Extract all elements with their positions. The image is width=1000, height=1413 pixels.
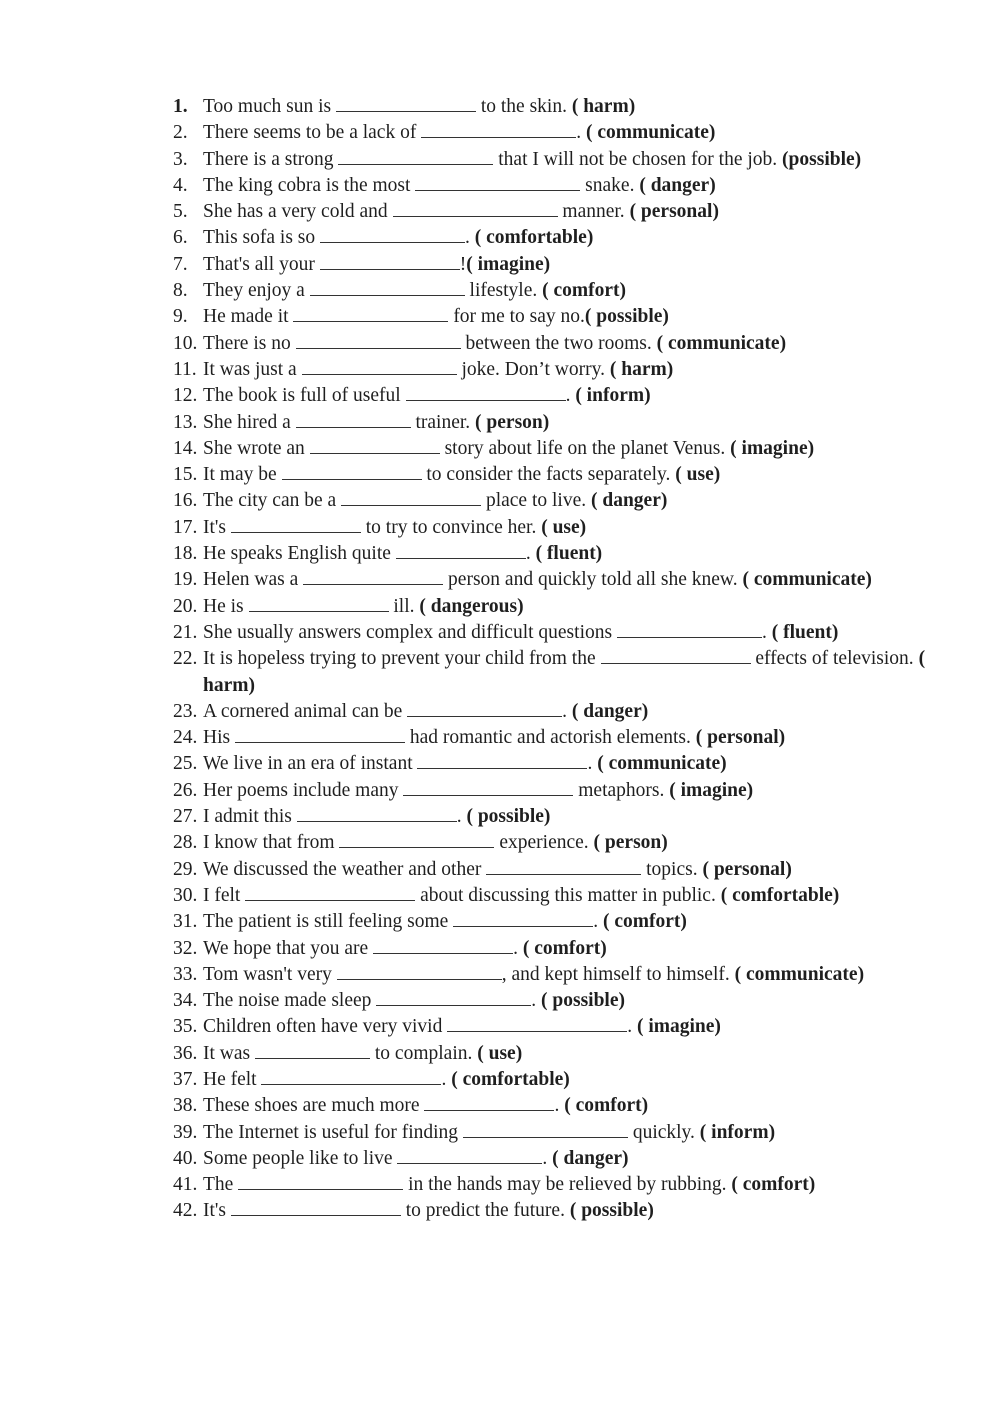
answer-blank[interactable]: [231, 1199, 401, 1216]
word-hint: ( communicate): [742, 569, 872, 591]
exercise-item: [173, 1198, 933, 1224]
word-hint: ( harm): [571, 96, 636, 117]
exercise-item: [173, 436, 933, 462]
item-number: 30.: [173, 884, 198, 906]
answer-blank[interactable]: [245, 884, 415, 901]
exercise-item: [173, 199, 933, 225]
sentence-end: .: [513, 937, 523, 959]
answer-blank[interactable]: [282, 463, 422, 480]
sentence-end: person and quickly told all she knew.: [443, 569, 743, 591]
word-hint: ( possible): [569, 1200, 654, 1222]
item-number: 29.: [173, 858, 198, 880]
sentence-end: joke. Don’t worry.: [456, 358, 610, 380]
answer-blank[interactable]: [249, 595, 389, 612]
word-hint: ( inform): [699, 1121, 776, 1143]
word-hint: ( person): [593, 832, 668, 854]
sentence-start: I felt: [203, 884, 246, 906]
word-hint: ( comfort): [542, 280, 627, 302]
word-hint: ( inform): [575, 385, 651, 407]
item-number: 2.: [173, 122, 188, 144]
sentence-start: The noise made sleep: [203, 990, 377, 1012]
item-number: 8.: [173, 280, 188, 302]
item-number: 24.: [173, 727, 198, 749]
item-number: 41.: [173, 1174, 198, 1196]
sentence-end: ill.: [388, 595, 420, 617]
word-hint: ( communicate): [597, 753, 727, 775]
word-hint: ( imagine): [466, 253, 551, 275]
word-hint: ( personal): [629, 201, 719, 223]
answer-blank[interactable]: [424, 1094, 554, 1111]
sentence-start: Too much sun is: [203, 96, 336, 117]
sentence-end: topics.: [641, 858, 703, 880]
sentence-end: metaphors.: [573, 779, 670, 801]
item-number: 9.: [173, 306, 188, 328]
sentence-end: quickly.: [627, 1121, 700, 1143]
sentence-start: There is no: [203, 332, 296, 354]
answer-blank[interactable]: [453, 910, 593, 927]
sentence-end: in the hands may be relieved by rubbing.: [403, 1174, 732, 1196]
item-number: 31.: [173, 911, 198, 933]
item-number: 36.: [173, 1042, 198, 1064]
exercise-item: [173, 857, 933, 883]
item-number: 26.: [173, 779, 198, 801]
sentence-end: to complain.: [370, 1042, 478, 1064]
word-hint: ( imagine): [669, 779, 754, 801]
sentence-end: that I will not be chosen for the job.: [493, 148, 783, 170]
exercise-item: [173, 488, 933, 514]
item-number: 25.: [173, 753, 198, 775]
sentence-end: experience.: [494, 832, 594, 854]
sentence-start: He speaks English quite: [203, 543, 396, 565]
answer-blank[interactable]: [403, 779, 573, 796]
exercise-item: [173, 804, 933, 830]
exercise-item: [173, 541, 933, 567]
word-hint: ( imagine): [636, 1016, 721, 1038]
exercise-item: [173, 909, 933, 935]
item-number: 10.: [173, 332, 198, 354]
word-hint: ( person): [475, 411, 550, 433]
answer-blank[interactable]: [417, 752, 587, 769]
sentence-end: to consider the facts separately.: [421, 464, 676, 486]
answer-blank[interactable]: [235, 726, 405, 743]
answer-blank[interactable]: [373, 937, 513, 954]
sentence-start: We discussed the weather and other: [203, 858, 487, 880]
exercise-item: [173, 988, 933, 1014]
sentence-start: It is hopeless trying to prevent your child from the: [203, 648, 601, 670]
item-number: 11.: [173, 358, 197, 380]
sentence-start: These shoes are much more: [203, 1095, 425, 1117]
sentence-start: There seems to be a lack of: [203, 122, 422, 144]
sentence-start: She hired a: [203, 411, 296, 433]
sentence-end: .: [542, 1147, 553, 1169]
word-hint: ( comfortable): [474, 227, 594, 249]
word-hint: ( personal): [695, 727, 786, 749]
word-hint: ( danger): [590, 490, 668, 512]
word-hint: ( imagine): [730, 437, 815, 459]
sentence-end: to try to convince her.: [360, 516, 542, 538]
word-hint: ( communicate): [656, 332, 787, 354]
sentence-end: .: [761, 621, 772, 643]
sentence-start: She usually answers complex and difficult questions: [203, 621, 617, 643]
sentence-start: That's all your: [203, 253, 320, 275]
word-hint: ( comfortable): [451, 1068, 570, 1090]
exercise-item: [173, 567, 933, 593]
item-number: 39.: [173, 1121, 198, 1143]
answer-blank[interactable]: [320, 253, 460, 270]
answer-blank[interactable]: [238, 1173, 403, 1190]
word-hint: ( possible): [584, 306, 669, 328]
word-hint: ( use): [675, 464, 721, 486]
sentence-start: It was: [203, 1042, 255, 1064]
sentence-start: She wrote an: [203, 437, 310, 459]
item-number: 6.: [173, 227, 188, 249]
word-hint: ( danger): [639, 174, 716, 196]
sentence-start: The Internet is useful for finding: [203, 1121, 463, 1143]
exercise-item: [173, 751, 933, 777]
item-number: 14.: [173, 437, 198, 459]
answer-blank[interactable]: [261, 1068, 441, 1085]
sentence-end: .: [456, 806, 467, 828]
sentence-end: had romantic and actorish elements.: [404, 727, 696, 749]
answer-blank[interactable]: [310, 437, 440, 454]
sentence-end: effects of television.: [750, 648, 919, 670]
word-hint: (possible): [782, 148, 862, 170]
exercise-item: [173, 1041, 933, 1067]
word-hint: ( comfort): [731, 1174, 816, 1196]
item-number: 37.: [173, 1068, 198, 1090]
answer-blank[interactable]: [396, 542, 526, 559]
word-hint: ( harm): [609, 358, 674, 380]
item-number: 27.: [173, 806, 198, 828]
sentence-start: I admit this: [203, 806, 297, 828]
item-number: 23.: [173, 700, 198, 722]
exercise-item: [173, 1146, 933, 1172]
answer-blank[interactable]: [341, 489, 481, 506]
sentence-start: We live in an era of instant: [203, 753, 418, 775]
sentence-start: It may be: [203, 464, 282, 486]
exercise-item: [173, 778, 933, 804]
word-hint: ( danger): [571, 700, 649, 722]
item-number: 15.: [173, 464, 198, 486]
item-number: 4.: [173, 174, 188, 196]
sentence-end: .: [576, 122, 586, 144]
exercise-item: [173, 173, 933, 199]
answer-blank[interactable]: [486, 858, 641, 875]
answer-blank[interactable]: [337, 963, 502, 980]
sentence-start: Tom wasn't very: [203, 963, 337, 985]
sentence-end: .: [593, 911, 603, 933]
answer-blank[interactable]: [339, 831, 494, 848]
sentence-end: .: [441, 1068, 452, 1090]
exercise-item: [173, 646, 933, 699]
sentence-start: He felt: [203, 1068, 262, 1090]
exercise-item: [173, 962, 933, 988]
sentence-start: Some people like to live: [203, 1147, 398, 1169]
item-number: 20.: [173, 595, 198, 617]
word-hint: ( use): [541, 516, 587, 538]
exercise-item: [173, 1067, 933, 1093]
sentence-start: There is a strong: [203, 148, 339, 170]
item-number: 16.: [173, 490, 198, 512]
sentence-start: Her poems include many: [203, 779, 404, 801]
sentence-start: Helen was a: [203, 569, 304, 591]
item-number: 5.: [173, 201, 188, 223]
word-hint: ( possible): [541, 990, 626, 1012]
word-hint: ( harm): [203, 648, 926, 696]
sentence-end: .: [554, 1095, 565, 1117]
sentence-end: .: [627, 1016, 637, 1038]
sentence-start: The book is full of useful: [203, 385, 406, 407]
item-number: 35.: [173, 1016, 198, 1038]
word-hint: ( fluent): [771, 621, 839, 643]
answer-blank[interactable]: [617, 621, 762, 638]
exercise-item: [173, 331, 933, 357]
item-number: 40.: [173, 1147, 198, 1169]
sentence-end: .: [587, 753, 598, 775]
sentence-start: They enjoy a: [203, 280, 310, 302]
word-hint: ( communicate): [734, 963, 865, 985]
sentence-end: to the skin.: [475, 96, 572, 117]
sentence-end: , and kept himself to himself.: [501, 963, 735, 985]
exercise-item: [173, 1014, 933, 1040]
answer-blank[interactable]: [255, 1042, 370, 1059]
exercise-item: [173, 699, 933, 725]
word-hint: ( personal): [702, 858, 792, 880]
sentence-end: manner.: [557, 201, 630, 223]
answer-blank[interactable]: [447, 1015, 627, 1032]
exercise-item: [173, 725, 933, 751]
sentence-start: I know that from: [203, 832, 340, 854]
word-hint: ( fluent): [535, 543, 603, 565]
sentence-end: place to live.: [481, 490, 591, 512]
answer-blank[interactable]: [406, 384, 566, 401]
answer-blank[interactable]: [320, 226, 465, 243]
sentence-start: It's: [203, 516, 231, 538]
item-number: 3.: [173, 148, 188, 170]
exercise-item: [173, 462, 933, 488]
exercise-item: [173, 410, 933, 436]
item-number: 1.: [173, 96, 188, 117]
sentence-end: to predict the future.: [400, 1200, 570, 1222]
word-hint: ( comfort): [602, 911, 687, 933]
sentence-start: The: [203, 1174, 239, 1196]
sentence-end: trainer.: [410, 411, 476, 433]
exercise-item: [173, 936, 933, 962]
answer-blank[interactable]: [463, 1121, 628, 1138]
answer-blank[interactable]: [296, 332, 461, 349]
answer-blank[interactable]: [303, 568, 443, 585]
exercise-list: [173, 94, 933, 1225]
sentence-end: between the two rooms.: [460, 332, 657, 354]
word-hint: ( dangerous): [419, 595, 524, 617]
answer-blank[interactable]: [338, 148, 493, 165]
exercise-item: [173, 1093, 933, 1119]
sentence-start: The king cobra is the most: [203, 174, 416, 196]
answer-blank[interactable]: [407, 700, 562, 717]
item-number: 28.: [173, 832, 198, 854]
answer-blank[interactable]: [297, 805, 457, 822]
exercise-item: [173, 120, 933, 146]
item-number: 19.: [173, 569, 198, 591]
word-hint: ( comfortable): [720, 884, 840, 906]
exercise-item: [173, 147, 933, 173]
sentence-end: for me to say no.: [448, 306, 585, 328]
answer-blank[interactable]: [336, 95, 476, 112]
exercise-item: [173, 94, 933, 120]
sentence-start: The patient is still feeling some: [203, 911, 454, 933]
sentence-start: Children often have very vivid: [203, 1016, 448, 1038]
sentence-start: He is: [203, 595, 249, 617]
word-hint: ( comfort): [522, 937, 607, 959]
sentence-end: .: [531, 990, 542, 1012]
answer-blank[interactable]: [415, 174, 580, 191]
answer-blank[interactable]: [393, 200, 558, 217]
word-hint: ( comfort): [564, 1095, 649, 1117]
word-hint: ( use): [477, 1042, 523, 1064]
item-number: 33.: [173, 963, 198, 985]
sentence-end: .: [525, 543, 536, 565]
sentence-start: His: [203, 727, 235, 749]
answer-blank[interactable]: [231, 516, 361, 533]
item-number: 32.: [173, 937, 198, 959]
sentence-start: This sofa is so: [203, 227, 320, 249]
item-number: 42.: [173, 1200, 198, 1222]
exercise-item: [173, 830, 933, 856]
sentence-start: It's: [203, 1200, 231, 1222]
answer-blank[interactable]: [601, 647, 751, 664]
answer-blank[interactable]: [310, 279, 465, 296]
sentence-start: It was just a: [203, 358, 302, 380]
answer-blank[interactable]: [421, 121, 576, 138]
exercise-item: [173, 383, 933, 409]
item-number: 7.: [173, 253, 188, 275]
sentence-end: lifestyle.: [464, 280, 543, 302]
item-number: 21.: [173, 621, 198, 643]
word-hint: ( communicate): [585, 122, 716, 144]
exercise-item: [173, 225, 933, 251]
sentence-end: snake.: [580, 174, 640, 196]
sentence-start: He made it: [203, 306, 294, 328]
answer-blank[interactable]: [397, 1147, 542, 1164]
sentence-end: .: [565, 385, 576, 407]
sentence-end: .: [465, 227, 475, 249]
answer-blank[interactable]: [376, 989, 531, 1006]
exercise-item: [173, 594, 933, 620]
item-number: 12.: [173, 385, 198, 407]
exercise-item: [173, 883, 933, 909]
word-hint: ( possible): [466, 806, 551, 828]
item-number: 22.: [173, 648, 198, 670]
item-number: 17.: [173, 516, 198, 538]
exercise-item: [173, 515, 933, 541]
answer-blank[interactable]: [293, 305, 448, 322]
sentence-end: about discussing this matter in public.: [415, 884, 721, 906]
exercise-item: [173, 357, 933, 383]
sentence-start: The city can be a: [203, 490, 342, 512]
exercise-item: [173, 304, 933, 330]
exercise-item: [173, 620, 933, 646]
item-number: 13.: [173, 411, 198, 433]
sentence-start: We hope that you are: [203, 937, 374, 959]
exercise-item: [173, 1120, 933, 1146]
exercise-item: [173, 252, 933, 278]
answer-blank[interactable]: [302, 358, 457, 375]
exercise-item: [173, 1172, 933, 1198]
sentence-end: .: [562, 700, 572, 722]
item-number: 38.: [173, 1095, 198, 1117]
item-number: 18.: [173, 543, 198, 565]
sentence-start: A cornered animal can be: [203, 700, 408, 722]
sentence-end: !: [459, 253, 467, 275]
word-hint: ( danger): [552, 1147, 629, 1169]
exercise-item: [173, 278, 933, 304]
answer-blank[interactable]: [296, 411, 411, 428]
sentence-start: She has a very cold and: [203, 201, 393, 223]
sentence-end: story about life on the planet Venus.: [439, 437, 731, 459]
item-number: 34.: [173, 990, 198, 1012]
